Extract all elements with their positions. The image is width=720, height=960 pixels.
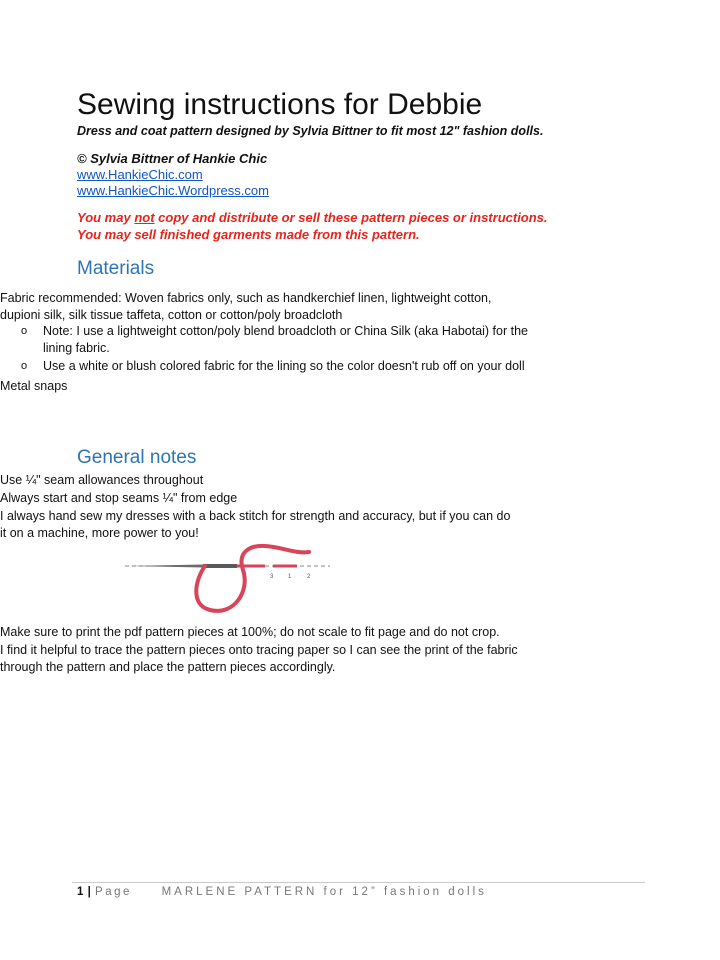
list-item <box>0 624 525 641</box>
page-footer <box>77 886 487 898</box>
general-notes-list-continued <box>0 624 525 675</box>
stitch-label: 2 <box>307 574 311 580</box>
page-number: 1 <box>77 886 84 898</box>
list-item-text: Metal snaps <box>0 378 68 393</box>
circle-bullet-icon: o <box>21 360 28 372</box>
list-item-text: Make sure to print the pdf pattern pieces at 100%; do not scale to fit page and do not crop. <box>0 625 500 639</box>
stitch-label: 1 <box>288 574 292 580</box>
stitch-label: 3 <box>270 574 274 580</box>
back-stitch-diagram <box>125 540 340 620</box>
warning-prefix: You may <box>77 210 135 225</box>
warning-suffix: copy and distribute or sell these pattern pieces or instructions. <box>154 210 548 225</box>
footer-divider <box>72 882 645 883</box>
link-hankiechic[interactable]: www.HankieChic.com <box>77 167 203 182</box>
thread-icon <box>196 546 309 611</box>
subtitle: Dress and coat pattern designed by Sylvia Bittner to fit most 12" fashion dolls. <box>77 124 544 138</box>
list-item-text: I find it helpful to trace the pattern pieces onto tracing paper so I can see the print of the fabric through the pattern and place the pattern pieces accordingly. <box>0 643 518 674</box>
list-item <box>0 490 520 507</box>
warning-line-2: You may sell finished garments made from this pattern. <box>77 227 420 242</box>
materials-heading: Materials <box>77 258 155 279</box>
link-hankiechic-wordpress[interactable]: www.HankieChic.Wordpress.com <box>77 183 269 198</box>
sub-list-item <box>21 323 528 356</box>
list-item-text: Always start and stop seams ¼" from edge <box>0 491 238 505</box>
sub-list-item-text: Use a white or blush colored fabric for the lining so the color doesn't rub off on your doll <box>43 359 525 373</box>
circle-bullet-icon: o <box>21 325 28 337</box>
footer-page-word: Page <box>95 886 132 898</box>
list-item <box>0 508 520 541</box>
list-item <box>0 378 520 395</box>
copyright-line: © Sylvia Bittner of Hankie Chic <box>77 151 268 166</box>
list-item-text: Fabric recommended: Woven fabrics only, such as handkerchief linen, lightweight cotton, dupioni silk, silk tissue taffeta, cotton or cotton/poly broadcloth <box>0 291 492 322</box>
footer-pattern-text: MARLENE PATTERN for 12” fashion dolls <box>161 886 487 898</box>
warning-line-1 <box>77 210 548 225</box>
list-item-text: I always hand sew my dresses with a back stitch for strength and accuracy, but if you can do it on a machine, more power to you! <box>0 509 511 540</box>
footer-separator: | <box>87 886 92 898</box>
needle-icon <box>127 565 203 568</box>
list-item <box>0 472 520 489</box>
needle-shaft <box>203 564 237 568</box>
general-notes-heading: General notes <box>77 447 197 468</box>
page-title: Sewing instructions for Debbie <box>77 88 483 121</box>
list-item-text: Use ¼" seam allowances throughout <box>0 473 204 487</box>
warning-emphasis: not <box>134 210 155 225</box>
list-item <box>0 290 528 375</box>
sub-list <box>21 323 528 375</box>
sub-list-item <box>21 358 528 375</box>
list-item <box>0 642 525 675</box>
sub-list-item-text: Note: I use a lightweight cotton/poly blend broadcloth or China Silk (aka Habotai) for the lining fabric. <box>43 324 528 355</box>
materials-list <box>0 290 528 394</box>
general-notes-list <box>0 472 520 541</box>
